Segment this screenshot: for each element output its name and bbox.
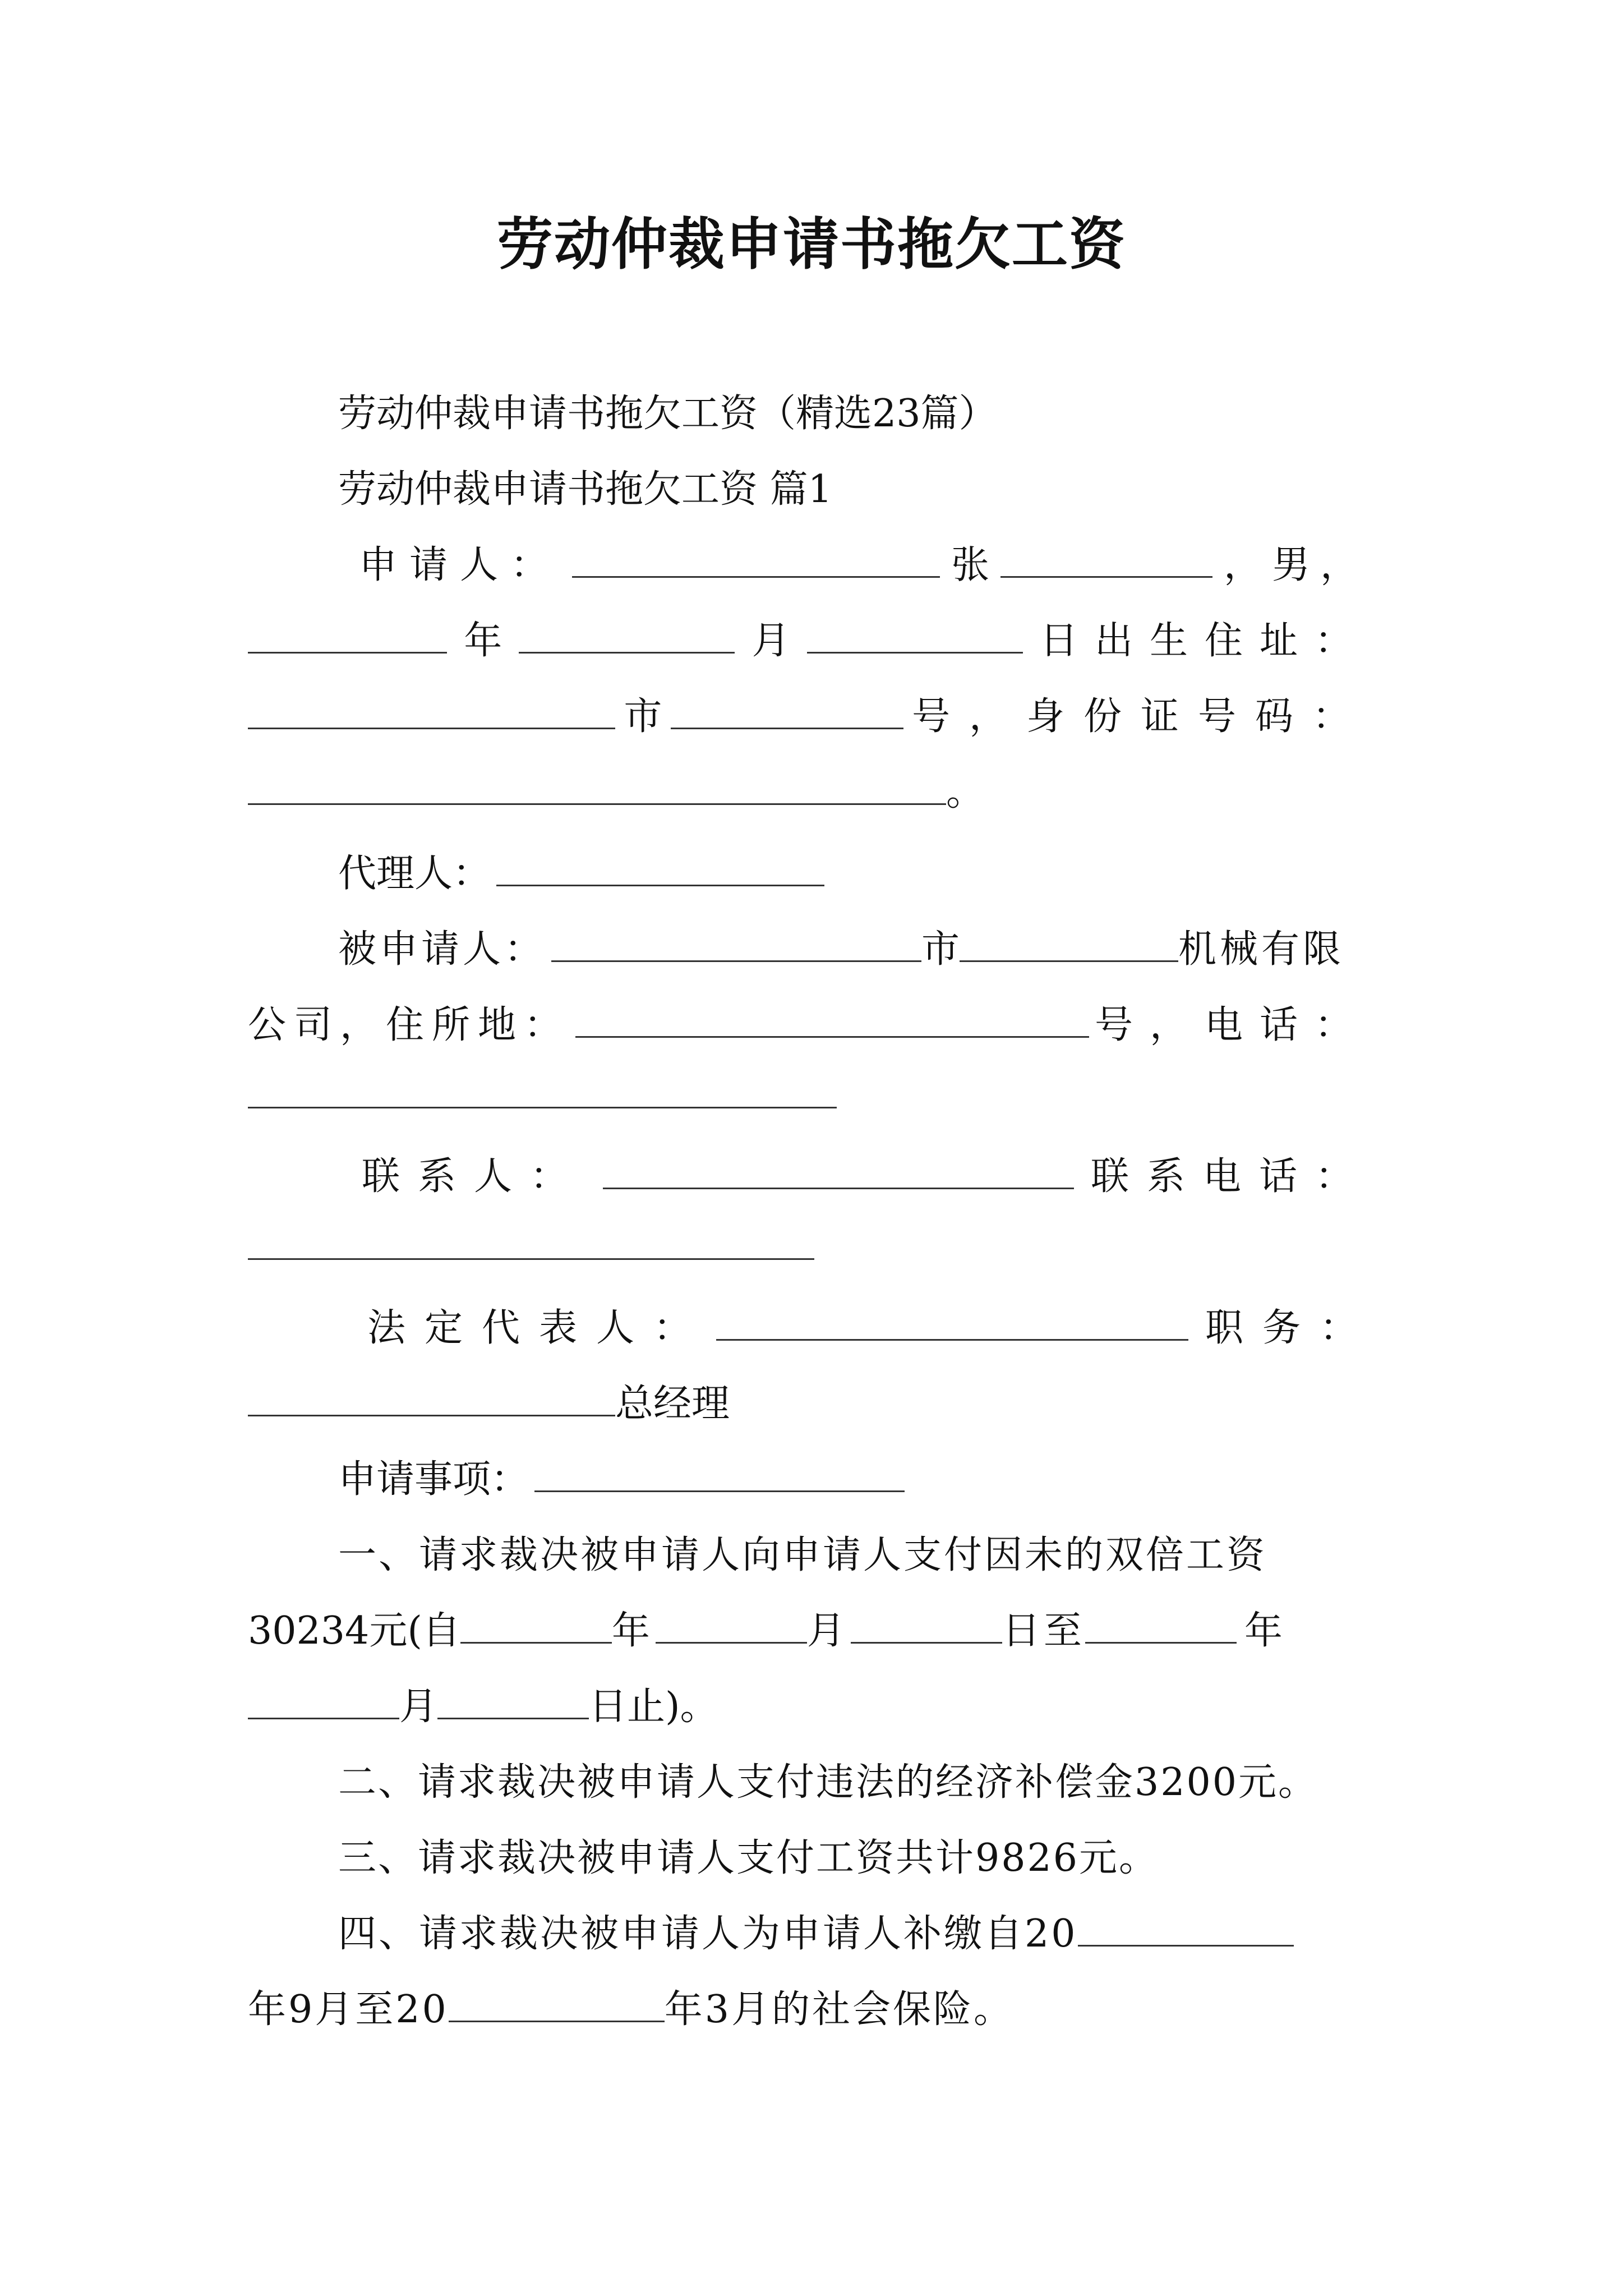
request-blank: [534, 1457, 905, 1492]
request-item-1: [338, 1527, 1474, 1584]
respondent-company: 机械有限: [1178, 927, 1345, 972]
date-to-month: 月: [399, 1685, 438, 1729]
address-blank-1: [248, 694, 615, 729]
applicant-line-4: [248, 765, 1384, 821]
contact-label: 联系人：: [362, 1154, 587, 1199]
request-item-4: [338, 1906, 1474, 1962]
contact-phone-label: 联系电话：: [1090, 1154, 1371, 1199]
request-item-2: [338, 1755, 1474, 1811]
birth-year-label: 年: [464, 619, 502, 663]
request-item-1-line-3: [248, 1679, 1384, 1735]
request-label-line: [338, 1452, 1474, 1508]
respondent-address-blank: [575, 1002, 1089, 1038]
applicant-line-2: [248, 613, 1370, 669]
respondent-line-3: [248, 1073, 1384, 1108]
request-item-1-text: 一、请求裁决被申请人向申请人支付因未的双倍工资: [338, 1533, 1267, 1577]
legal-rep-blank: [716, 1305, 1188, 1341]
respondent-blank-2: [960, 927, 1178, 962]
date-to-month-blank: [248, 1684, 399, 1719]
position-blank: [248, 1381, 615, 1416]
date-from-year-blank: [460, 1608, 612, 1644]
request-label: 申请事项：: [338, 1457, 529, 1502]
insurance-from-year-blank: [1078, 1911, 1294, 1947]
date-to-day-blank: [437, 1684, 589, 1719]
date-from-month-blank: [656, 1608, 807, 1644]
contact-blank: [603, 1154, 1074, 1189]
contact-phone-blank: [248, 1225, 814, 1260]
respondent-blank-1: [551, 927, 921, 962]
insurance-from-label: 年9月至20: [248, 1987, 449, 2032]
id-number-label: 号，身份证号码：: [911, 694, 1370, 739]
applicant-surname: 张: [951, 543, 990, 587]
birth-month-blank: [519, 618, 735, 654]
section-heading: [338, 462, 1474, 518]
date-to-year-blank: [1085, 1608, 1237, 1644]
respondent-line-1: [338, 922, 1474, 978]
birth-month-label: 月: [751, 619, 790, 663]
respondent-phone-blank: [248, 1073, 837, 1108]
applicant-blank-2: [1000, 542, 1212, 578]
subtitle-text: 劳动仲裁申请书拖欠工资（精选23篇）: [338, 392, 997, 436]
respondent-label: 被申请人：: [338, 927, 546, 972]
date-to-label: 日至: [1002, 1609, 1085, 1653]
contact-line-2: [248, 1225, 1384, 1260]
date-from-day-blank: [851, 1608, 1002, 1644]
applicant-label: 申请人：: [359, 543, 561, 587]
birth-year-blank: [248, 618, 447, 654]
position-value: 总经理: [615, 1382, 730, 1426]
agent-label: 代理人：: [338, 852, 491, 896]
respondent-company-cont: 公司，住所地：: [248, 1003, 570, 1047]
date-end-label: 日止)。: [589, 1685, 718, 1729]
respondent-line-2: [248, 997, 1370, 1053]
legal-rep-line: [367, 1300, 1377, 1356]
contact-line: [362, 1149, 1371, 1205]
document-title: 劳动仲裁申请书拖欠工资: [497, 211, 1126, 277]
applicant-line-3: [248, 689, 1370, 745]
request-item-1-line-2: [248, 1603, 1370, 1659]
applicant-line-1: [359, 537, 1368, 593]
request-item-3-text: 三、请求裁决被申请人支付工资共计9826元。: [338, 1836, 1159, 1880]
id-number-blank: [248, 770, 946, 805]
applicant-blank-1: [572, 542, 940, 578]
respondent-city: 市: [921, 927, 960, 972]
insurance-to-year-blank: [449, 1987, 665, 2022]
position-line: [248, 1376, 1384, 1432]
section-text: 劳动仲裁申请书拖欠工资 篇1: [338, 467, 832, 512]
position-label: 职务：: [1205, 1306, 1377, 1350]
applicant-end: 。: [946, 770, 985, 815]
agent-blank: [496, 851, 824, 886]
agent-line: [338, 846, 1474, 902]
request-item-2-text: 二、请求裁决被申请人支付违法的经济补偿金3200元。: [338, 1760, 1318, 1805]
insurance-to-label: 年3月的社会保险。: [664, 1987, 1015, 2032]
request-item-4-line-2: [248, 1982, 1384, 2038]
address-blank-2: [671, 694, 903, 729]
birth-day-blank: [807, 618, 1023, 654]
subtitle: [338, 386, 1474, 442]
date-from-month: 月: [806, 1609, 845, 1653]
date-to-year: 年: [1244, 1609, 1283, 1653]
birth-address-label: 日出生住址：: [1039, 619, 1370, 663]
request-item-4-text: 四、请求裁决被申请人为申请人补缴自20: [338, 1912, 1078, 1956]
respondent-phone-label: 号，电话：: [1094, 1003, 1370, 1047]
request-item-3: [338, 1830, 1474, 1887]
address-city-label: 市: [624, 694, 662, 739]
request-item-1-amount: 30234元(自: [248, 1609, 460, 1653]
date-from-year: 年: [611, 1609, 650, 1653]
applicant-gender: ，男，: [1223, 543, 1368, 587]
legal-rep-label: 法定代表人：: [367, 1306, 711, 1350]
